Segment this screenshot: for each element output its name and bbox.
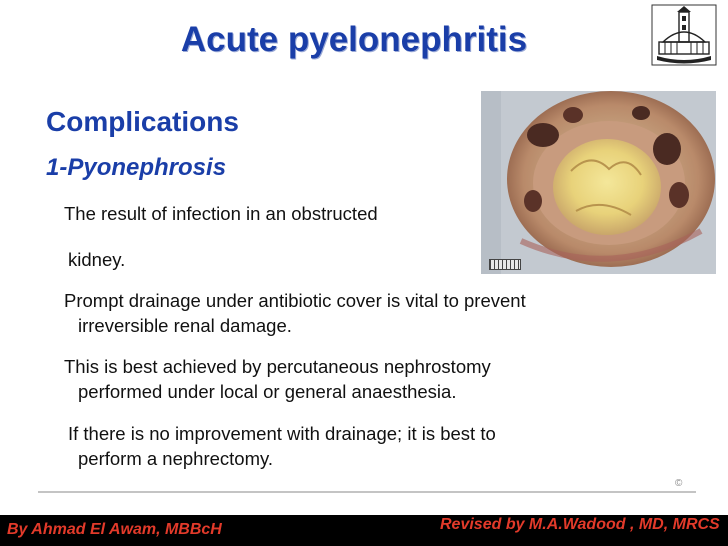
paragraph-3-line-2: performed under local or general anaesthesia. bbox=[78, 381, 457, 402]
footer-reviser: Revised by M.A.Wadood , MD, MRCS bbox=[440, 516, 720, 533]
paragraph-2-line-2: irreversible renal damage. bbox=[78, 315, 292, 336]
paragraph-1-line-2: kidney. bbox=[68, 249, 126, 270]
paragraph-1-line-1: The result of infection in an obstructed bbox=[64, 203, 378, 224]
section-heading: Complications bbox=[46, 106, 239, 137]
kidney-specimen-image bbox=[481, 91, 716, 274]
kidney-specimen-photo bbox=[481, 91, 716, 274]
paragraph-2-line-1: Prompt drainage under antibiotic cover is vital to prevent bbox=[64, 290, 526, 311]
scale-ruler bbox=[489, 259, 521, 270]
section-subheading: 1-Pyonephrosis bbox=[46, 154, 227, 181]
copyright-mark: © bbox=[675, 478, 683, 489]
footer-divider bbox=[38, 491, 696, 493]
slide-title: Acute pyelonephritis bbox=[180, 20, 528, 59]
paragraph-4-line-1: If there is no improvement with drainage; it is best to bbox=[68, 423, 496, 444]
footer-author: By Ahmad El Awam, MBBcH bbox=[7, 521, 222, 538]
university-logo-icon bbox=[651, 4, 717, 66]
paragraph-3-line-1: This is best achieved by percutaneous nephrostomy bbox=[64, 356, 491, 377]
paragraph-4-line-2: perform a nephrectomy. bbox=[78, 448, 274, 469]
